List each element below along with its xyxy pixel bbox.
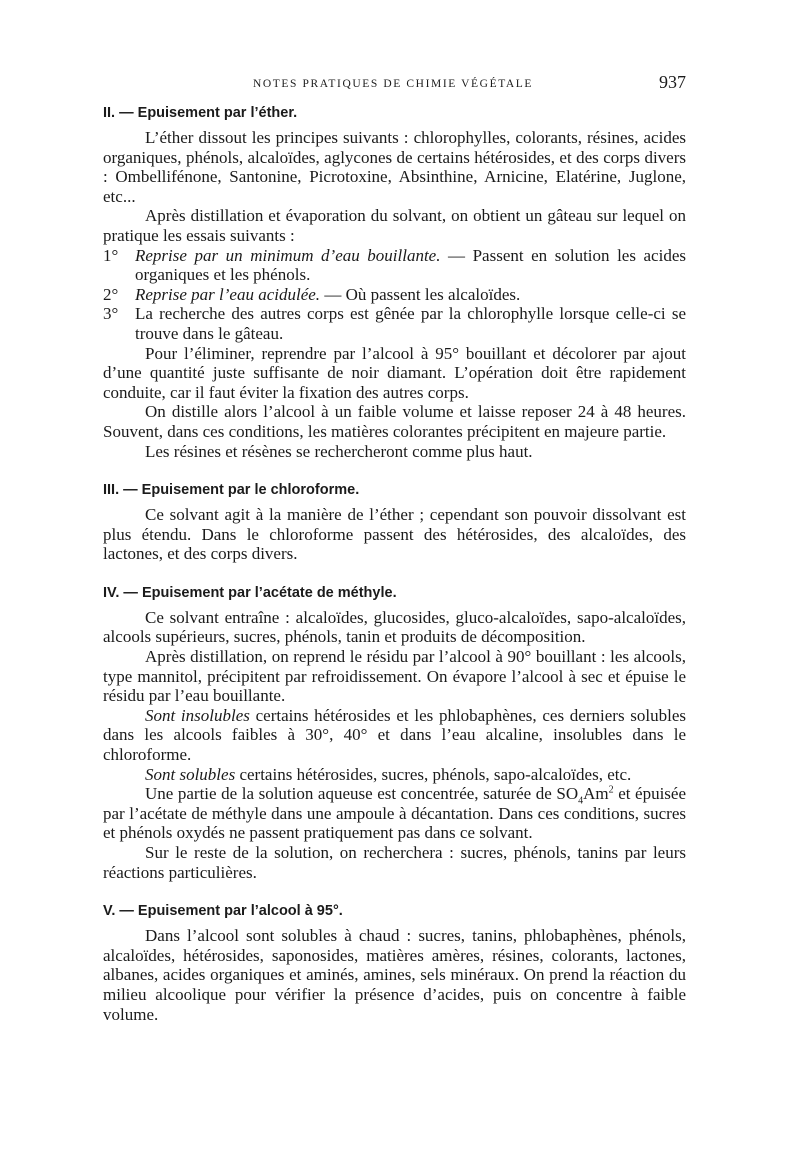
- paragraph-text: certains hétérosides et les phlobaphènes, ces derniers solubles dans les alcools faibles à 30°, 40° et dans l’eau alcaline, insolubles dans le chloroforme.: [103, 705, 686, 765]
- section-alcool: [103, 902, 686, 1024]
- paragraph-text: Am: [583, 784, 609, 804]
- item-text: La recherche des autres corps est gênée par la chlorophylle lorsque celle-ci se trouve dans le gâteau.: [135, 304, 686, 343]
- paragraph: On distille alors l’alcool à un faible volume et laisse reposer 24 à 48 heures. Souvent, dans ces conditions, les matières colorantes précipitent en majeure partie.: [103, 402, 686, 441]
- item-number: 1°: [103, 245, 119, 265]
- section-heading: III. — Epuisement par le chloroforme.: [103, 482, 360, 499]
- paragraph: Ce solvant entraîne : alcaloïdes, glucosides, gluco-alcaloïdes, sapo-alcaloïdes, alcools supérieurs, sucres, phénols, tanin et produits de décomposition.: [103, 607, 686, 647]
- formula-subscript: 4: [578, 795, 584, 807]
- item-text: — Passent en solution les acides organiques et les phénols.: [135, 245, 686, 285]
- item-emphasis: Reprise par l’eau acidulée.: [135, 284, 321, 304]
- paragraph: [103, 765, 686, 785]
- formula-superscript: 2: [608, 784, 614, 796]
- section-heading: V. — Epuisement par l’alcool à 95°.: [103, 903, 343, 920]
- running-header: [103, 72, 686, 96]
- running-title: NOTES PRATIQUES DE CHIMIE VÉGÉTALE: [253, 78, 534, 90]
- numbered-item: [103, 246, 686, 285]
- paragraph-text: et épuisée par l’acétate de méthyle dans une ampoule à décantation. Dans ces conditions, sucres et phénols oxydés ne passent pratiquement pas dans ce solvant.: [103, 784, 687, 843]
- paragraph-text: Une partie de la solution aqueuse est concentrée, saturée de SO: [145, 784, 579, 804]
- section-heading: IV. — Epuisement par l’acétate de méthyle.: [103, 584, 397, 601]
- numbered-item: [103, 304, 686, 343]
- paragraph: Pour l’éliminer, reprendre par l’alcool à 95° bouillant et décolorer par ajout d’une quantité juste suffisante de noir diamant. L’opération doit être rapidement conduite, car il faut éviter la fixation des autres corps.: [103, 343, 686, 402]
- paragraph: Ce solvant agit à la manière de l’éther ; cependant son pouvoir dissolvant est plus étendu. Dans le chloroforme passent des hétérosides, des alcaloïdes, des lactones, et des corps divers.: [103, 505, 686, 564]
- paragraph: [103, 706, 686, 765]
- item-text: — Où passent les alcaloïdes.: [320, 284, 521, 304]
- paragraph: Sur le reste de la solution, on recherchera : sucres, phénols, tanins par leurs réactions particulières.: [103, 843, 686, 882]
- paragraph: [103, 784, 686, 843]
- paragraph: Après distillation, on reprend le résidu par l’alcool à 90° bouillant : les alcools, type mannitol, précipitent par refroidissement. On évapore l’alcool à sec et épuise le résidu par l’eau bouillante.: [103, 647, 686, 706]
- section-heading: II. — Epuisement par l’éther.: [103, 105, 298, 121]
- paragraph-text: certains hétérosides, sucres, phénols, sapo-alcaloïdes, etc.: [235, 764, 632, 784]
- document-page: [103, 72, 686, 1024]
- paragraph: Les résines et résènes se rechercheront comme plus haut.: [145, 441, 533, 461]
- emphasis: Sont insolubles: [145, 705, 250, 725]
- section-ether: [103, 104, 686, 461]
- paragraph: Dans l’alcool sont solubles à chaud : sucres, tanins, phlobaphènes, phénols, alcaloïdes, hétérosides, saponosides, matières amères, résines, colorants, lactones, albanes, acides organiques et aminés, amines, sels minéraux. On prend la réaction du milieu alcoolique pour vérifier la présence d’acides, puis on concentre à faible volume.: [103, 926, 686, 1024]
- paragraph: L’éther dissout les principes suivants : chlorophylles, colorants, résines, acides organiques, phénols, alcaloïdes, aglycones de certains hétérosides, et des corps divers : Ombellifénone, Santonine, Picrotoxine, Absinthine, Arnicine, Elatérine, Juglone, etc...: [103, 128, 686, 206]
- section-chloroforme: [103, 481, 686, 564]
- section-acetate: [103, 584, 686, 882]
- item-number: 2°: [103, 284, 119, 304]
- page-number: 937: [659, 72, 686, 92]
- item-emphasis: Reprise par un minimum d’eau bouillante.: [135, 245, 441, 265]
- paragraph: Après distillation et évaporation du solvant, on obtient un gâteau sur lequel on pratique les essais suivants :: [103, 206, 686, 245]
- numbered-item: [103, 285, 686, 305]
- emphasis: Sont solubles: [145, 764, 236, 784]
- item-number: 3°: [103, 304, 119, 324]
